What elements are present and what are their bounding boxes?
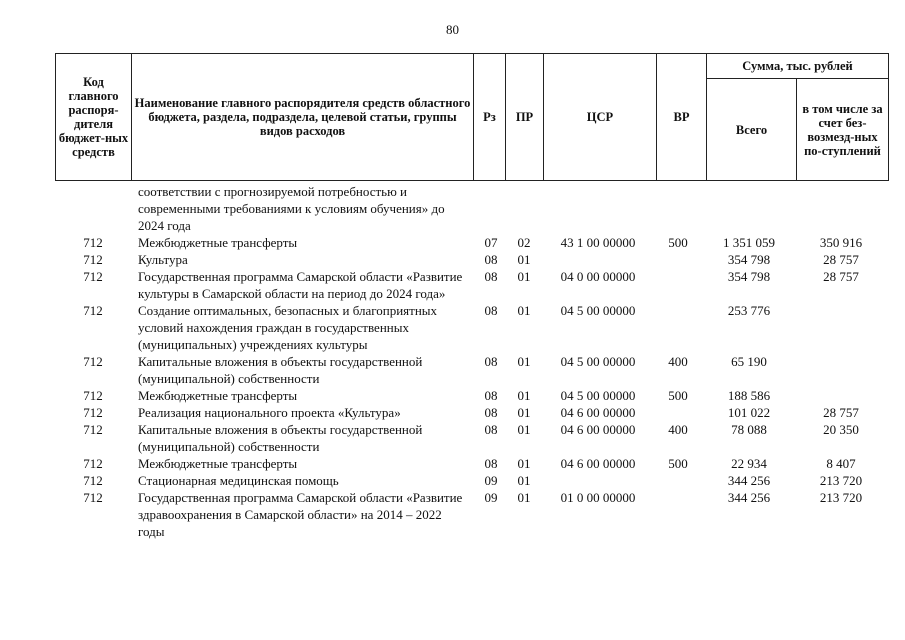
header-csr: ЦСР [544, 54, 657, 181]
cell-code: 712 [83, 252, 103, 267]
table-row [0, 421, 905, 455]
cell-code: 712 [83, 473, 103, 488]
cell-rz: 09 [484, 490, 498, 505]
cell-code: 712 [83, 303, 103, 318]
cell-csr: 04 5 00 00000 [560, 303, 636, 318]
table-row [0, 353, 905, 387]
cell-pr: 01 [517, 354, 531, 369]
cell-total: 78 088 [731, 422, 767, 437]
cell-rz: 08 [484, 354, 498, 369]
table-row [0, 387, 905, 404]
table-row [0, 234, 905, 251]
cell-pr: 01 [517, 303, 531, 318]
cell-incl: 213 720 [819, 473, 863, 488]
cell-code: 712 [83, 422, 103, 437]
cell-rz: 08 [484, 388, 498, 403]
cell-incl: 20 350 [823, 422, 859, 437]
cell-total: 101 022 [727, 405, 771, 420]
cell-pr: 02 [517, 235, 531, 250]
cell-csr: 43 1 00 00000 [560, 235, 636, 250]
cell-pr: 01 [517, 422, 531, 437]
cell-name: Создание оптимальных, безопасных и благоприятных условий нахождения граждан в государственных (муниципальных) учреждениях культуры [138, 303, 438, 352]
cell-code: 712 [83, 269, 103, 284]
cell-total: 65 190 [731, 354, 767, 369]
cell-rz: 09 [484, 473, 498, 488]
cell-code: 712 [83, 405, 103, 420]
cell-total: 354 798 [727, 252, 771, 267]
cell-total: 188 586 [727, 388, 771, 403]
table-row [0, 302, 905, 353]
cell-incl: 8 407 [826, 456, 856, 471]
cell-name: Государственная программа Самарской области «Развитие культуры в Самарской области на период до 2024 года» [138, 269, 463, 301]
cell-code: 712 [83, 388, 103, 403]
cell-total: 344 256 [727, 490, 771, 505]
cell-vr: 400 [668, 354, 688, 369]
cell-name: соответствии с прогнозируемой потребностью и современными требованиями к условиям обучения» до 2024 года [138, 184, 445, 233]
table-row [0, 183, 905, 234]
cell-rz: 08 [484, 252, 498, 267]
table-row [0, 268, 905, 302]
cell-csr: 04 5 00 00000 [560, 388, 636, 403]
cell-rz: 08 [484, 269, 498, 284]
table-row [0, 404, 905, 421]
cell-pr: 01 [517, 269, 531, 284]
table-row [0, 472, 905, 489]
cell-total: 253 776 [727, 303, 771, 318]
cell-total: 344 256 [727, 473, 771, 488]
cell-csr: 04 0 00 00000 [560, 269, 636, 284]
cell-csr: 04 6 00 00000 [560, 405, 636, 420]
header-sum: Сумма, тыс. рублей [707, 54, 889, 79]
header-code: Код главного распоря-дителя бюджет-ных средств [56, 54, 132, 181]
cell-rz: 08 [484, 303, 498, 318]
cell-csr: 04 6 00 00000 [560, 456, 636, 471]
cell-incl: 28 757 [823, 269, 859, 284]
header-total: Всего [707, 79, 797, 181]
cell-pr: 01 [517, 252, 531, 267]
cell-csr: 04 5 00 00000 [560, 354, 636, 369]
cell-name: Стационарная медицинская помощь [138, 473, 339, 488]
header-incl: в том числе за счет без-возмезд-ных по-ступлений [797, 79, 889, 181]
cell-name: Межбюджетные трансферты [138, 235, 298, 250]
cell-vr: 400 [668, 422, 688, 437]
page-number: 80 [446, 22, 459, 37]
table-body [0, 183, 905, 540]
header-name: Наименование главного распорядителя средств областного бюджета, раздела, подраздела, целевой статьи, группы видов расходов [132, 54, 474, 181]
cell-code: 712 [83, 456, 103, 471]
cell-pr: 01 [517, 456, 531, 471]
cell-name: Государственная программа Самарской области «Развитие здравоохранения в Самарской области» на 2014 – 2022 годы [138, 490, 463, 539]
cell-pr: 01 [517, 388, 531, 403]
cell-total: 354 798 [727, 269, 771, 284]
header-pr: ПР [506, 54, 544, 181]
table-row [0, 455, 905, 472]
table-row [0, 251, 905, 268]
cell-incl: 28 757 [823, 405, 859, 420]
header-vr: ВР [657, 54, 707, 181]
table-row [0, 489, 905, 540]
cell-total: 1 351 059 [723, 235, 775, 250]
cell-name: Капитальные вложения в объекты государственной (муниципальной) собственности [138, 354, 423, 386]
cell-incl: 213 720 [819, 490, 863, 505]
cell-code: 712 [83, 490, 103, 505]
cell-code: 712 [83, 354, 103, 369]
cell-rz: 07 [484, 235, 498, 250]
cell-pr: 01 [517, 405, 531, 420]
cell-name: Капитальные вложения в объекты государственной (муниципальной) собственности [138, 422, 423, 454]
cell-csr: 01 0 00 00000 [560, 490, 636, 505]
cell-name: Культура [138, 252, 188, 267]
cell-csr: 04 6 00 00000 [560, 422, 636, 437]
cell-rz: 08 [484, 405, 498, 420]
cell-incl: 28 757 [823, 252, 859, 267]
cell-vr: 500 [668, 235, 688, 250]
cell-name: Реализация национального проекта «Культура» [138, 405, 401, 420]
cell-total: 22 934 [731, 456, 767, 471]
header-rz: Рз [474, 54, 506, 181]
cell-code: 712 [83, 235, 103, 250]
cell-rz: 08 [484, 422, 498, 437]
cell-rz: 08 [484, 456, 498, 471]
cell-incl: 350 916 [819, 235, 863, 250]
cell-vr: 500 [668, 388, 688, 403]
table-header [55, 53, 889, 181]
cell-vr: 500 [668, 456, 688, 471]
cell-pr: 01 [517, 490, 531, 505]
cell-name: Межбюджетные трансферты [138, 456, 298, 471]
cell-name: Межбюджетные трансферты [138, 388, 298, 403]
cell-pr: 01 [517, 473, 531, 488]
